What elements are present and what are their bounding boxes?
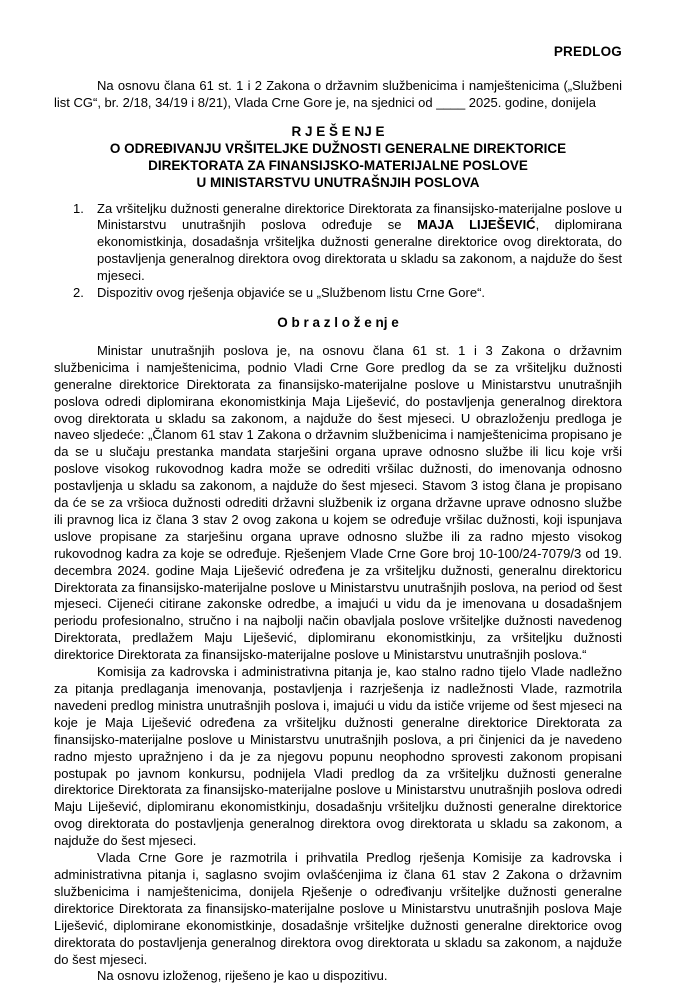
document-status-label: PREDLOG [553,44,622,59]
item-1-number: 1. [73,200,84,216]
item-2-number: 2. [73,285,84,301]
item-1-text-after: , diplomirana ekonomistkinja, dosadašnja vršiteljka dužnosti generalne direktorice ovog direktorata, do postavljenja generalnog direktora ovog direktorata u skladu sa zakonom, a najduže do šest mjeseci. [97,217,623,284]
reasoning-paragraph-1: Ministar unutrašnjih poslova je, na osnovu člana 61 st. 1 i 3 Zakona o državnim službenicima i namještenicima, podnio Vladi Crne Gore predlog da se za vršiteljku dužnosti generalne direktorice Direktorata za finansijsko-materijalne poslove u Ministarstvu unutrašnjih poslova odredi diplomirana ekonomistkinja Maja Liješević, do postavljenja generalnog direktora ovog direktorata u skladu sa zakonom, a najduže do šest mjeseci. U obrazloženju predloga je naveo sljedeće: „Članom 61 stav 1 Zakona o državnim službenicima i namještenicima propisano je da se u slučaju prestanka mandata starješini organa uprave odnosno službe ili licu koje vrši poslove visokog rukovodnog kadra može se odrediti vršilac dužnosti, do imenovanja odnosno postavljenja u skladu sa zakonom, a najduže do šest mjeseci. Stavom 3 istog člana je propisano da će se za vršioca dužnosti odrediti državni službenik iz organa državne uprave odnosno službe ili pravnog lica iz člana 3 stav 2 ovog zakona u kojem se određuje vršilac dužnosti, koji ispunjava uslove propisane za starješinu organa uprave odnosno službe ili za radno mjesto visokog rukovodnog kadra za koje se određuje. Rješenjem Vlade Crne Gore broj 10-100/24-7079/3 od 19. decembra 2024. godine Maja Liješević određena je za vršiteljku dužnosti, generalnu direktoricu Direktorata za finansijsko-materijalne poslove u Ministarstvu unutrašnjih poslova, na period od šest mjeseci. Cijeneći citirane zakonske odredbe, a imajući u vidu da je imenovana u dosadašnjem periodu profesionalno, stručno i na najbolji način obavljala poslove vršiteljke dužnosti navedenog Direktorata, predlažem Maju Liješević, diplomiranu ekonomistkinju, za vršiteljku dužnosti direktorice Direktorata za finansijsko-materijalne poslove u Ministarstvu unutrašnjih poslova.“ [54,342,622,663]
appointee-name: MAJA LIJEŠEVIĆ [417,217,536,233]
item-1-text-before: Za vršiteljku dužnosti generalne direktorice Direktorata za finansijsko-materijalne poslove u Ministarstvu unutrašnjih poslova određuje se [97,200,622,233]
decision-title-line2: O ODREĐIVANJU VRŠITELJKE DUŽNOSTI GENERALNE DIREKTORICE [109,140,567,156]
operative-items-list [54,201,622,302]
decision-title-kind: R J E Š E NJ E [291,123,385,139]
operative-item-1 [54,201,622,286]
reasoning-paragraph-2: Komisija za kadrovska i administrativna pitanja je, kao stalno radno tijelo Vlade nadležno za pitanja predlaganja imenovanja, postavljenja i razrješenja iz nadležnosti Vlade, razmotrila navedeni predlog ministra unutrašnjih poslova i, imajući u vidu da ističe vrijeme od šest mjeseci na koje je Maja Liješević određena za vršiteljku dužnosti generalne direktorice Direktorata za finansijsko-materijalne poslove u Ministarstvu unutrašnjih poslova, a pri činjenici da je navedeno radno mjesto upražnjeno i da je za njegovu popunu neophodno sprovesti zakonom propisani postupak po javnom konkursu, podnijela Vladi predlog da za vršiteljku dužnosti generalne direktorice Direktorata za finansijsko-materijalne poslove u Ministarstvu unutrašnjih poslova odredi Maju Liješević, diplomiranu ekonomistkinju, dosadašnju vršiteljku dužnosti generalne direktorice ovog direktorata do postavljenja generalnog direktora ovog direktorata u skladu sa zakonom, a najduže do šest mjeseci. [54,664,622,849]
item-1-text [97,201,622,286]
reasoning-paragraph-3: Vlada Crne Gore je razmotrila i prihvatila Predlog rješenja Komisije za kadrovska i administrativna pitanja i, saglasno svojim ovlašćenjima iz člana 61 stav 2 Zakona o državnim službenicima i namještenicima, donijela Rješenje o određivanju vršiteljke dužnosti generalne direktorice Direktorata za finansijsko-materijalne poslove u Ministarstvu unutrašnjih poslova Maje Liješević, diplomirane ekonomistkinje, dosadašnje vršiteljke dužnosti generalne direktorice ovog direktorata do postavljenja generalnog direktora ovog direktorata u skladu sa zakonom, a najduže do šest mjeseci. [54,850,622,967]
legal-basis-paragraph: Na osnovu člana 61 st. 1 i 2 Zakona o državnim službenicima i namještenicima („Službeni list CG“, br. 2/18, 34/19 i 8/21), Vlada Crne Gore je, na sjednici od ____ 2025. godine, donijela [54,77,622,110]
decision-title [54,123,622,192]
item-2-text: Dispozitiv ovog rješenja objaviće se u „Službenom listu Crne Gore“. [97,285,486,301]
decision-title-line4: U MINISTARSTVU UNUTRAŠNJIH POSLOVA [196,175,480,191]
reasoning-paragraph-4: Na osnovu izloženog, riješeno je kao u dispozitivu. [97,968,388,984]
decision-title-line3: DIREKTORATA ZA FINANSIJSKO-MATERIJALNE POSLOVE [148,158,528,174]
reasoning-heading: O b r a z l o ž e nj e [277,314,399,330]
operative-item-2 [54,285,622,302]
